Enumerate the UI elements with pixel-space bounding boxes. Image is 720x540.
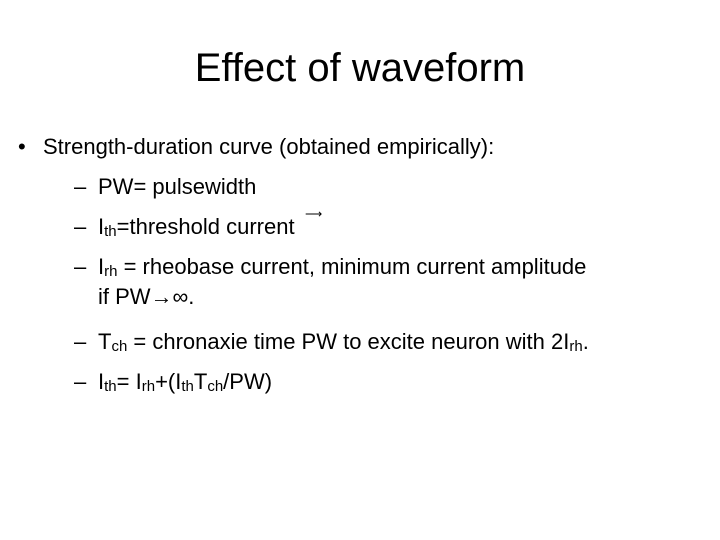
sub-item-pw [74, 172, 256, 202]
bullet-icon: • [18, 134, 26, 159]
sub-item-end: . [582, 329, 589, 354]
sub-item-text: = chronaxie time PW to excite neuron with 2I [127, 329, 570, 354]
bullet-text: Strength-duration curve (obtained empirically): [43, 134, 495, 159]
symbol-base: I [98, 254, 105, 279]
symbol-base: T [98, 329, 112, 354]
symbol-subscript: ch [111, 338, 128, 355]
sub-item-formula [74, 367, 272, 402]
sub-item-text: PW= pulsewidth [98, 174, 257, 199]
formula-subscript: ch [207, 378, 224, 395]
slide-title: Effect of waveform [194, 46, 526, 90]
formula-subscript: th [181, 378, 194, 395]
dash-icon: – [74, 214, 87, 239]
sub-item-irh-continuation: if PW→∞. [98, 284, 195, 309]
symbol-subscript: th [104, 223, 117, 240]
bullet-item [0, 132, 720, 162]
overlay-arrow-icon: ⟶ [305, 207, 323, 221]
formula-part: +(I [155, 369, 182, 394]
sub-item-text: = rheobase current, minimum current amplitude [117, 254, 587, 279]
dash-icon: – [74, 254, 87, 279]
symbol-subscript: rh [104, 263, 118, 280]
formula-subscript: rh [141, 378, 156, 395]
dash-icon: – [74, 329, 87, 354]
formula-part: I [98, 369, 105, 394]
sub-item-text: =threshold current [116, 214, 295, 239]
formula-part: = I [116, 369, 142, 394]
sub-item-ith [74, 212, 295, 247]
symbol-subscript: rh [569, 338, 583, 355]
formula-part: /PW) [223, 369, 273, 394]
dash-icon: – [74, 174, 87, 199]
formula-part: T [193, 369, 208, 394]
symbol-base: I [98, 214, 105, 239]
sub-item-tch [74, 327, 589, 362]
formula-subscript: th [104, 378, 117, 395]
dash-icon: – [74, 369, 87, 394]
